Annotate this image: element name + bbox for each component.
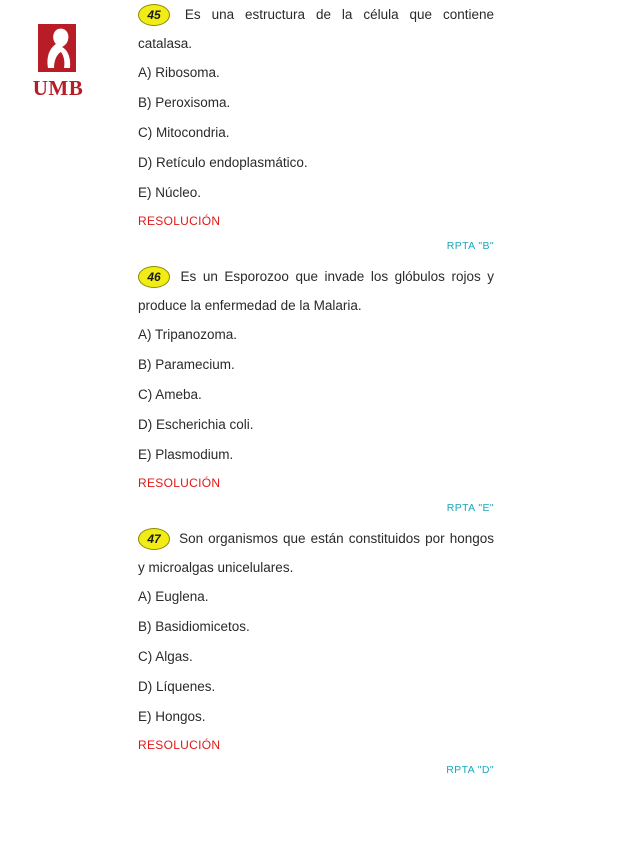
option-b: B) Peroxisoma. [138, 95, 231, 110]
option-b: B) Paramecium. [138, 357, 235, 372]
option-b: B) Basidiomicetos. [138, 619, 250, 634]
option-d: D) Líquenes. [138, 679, 216, 694]
question-statement: Son organismos que están constituidos por hongos y microalgas unicelulares. [138, 531, 494, 575]
question-text [138, 262, 494, 320]
logo-text: UMB [32, 76, 84, 100]
question-45 [138, 0, 494, 258]
option-d: D) Escherichia coli. [138, 417, 254, 432]
question-47 [138, 524, 494, 782]
question-number-badge: 47 [138, 528, 170, 550]
question-number-badge: 45 [138, 4, 170, 26]
question-list [138, 0, 494, 786]
umb-logo [22, 22, 94, 104]
option-a: A) Tripanozoma. [138, 327, 238, 342]
answer-label: RPTA "D" [446, 764, 494, 776]
option-a: A) Ribosoma. [138, 65, 220, 80]
question-46 [138, 262, 494, 520]
question-number-badge: 46 [138, 266, 170, 288]
option-c: C) Ameba. [138, 387, 202, 402]
question-statement: Es una estructura de la célula que contiene catalasa. [138, 7, 494, 51]
option-a: A) Euglena. [138, 589, 209, 604]
option-e: E) Plasmodium. [138, 447, 234, 462]
option-c: C) Mitocondria. [138, 125, 230, 140]
option-e: E) Hongos. [138, 709, 206, 724]
umb-emblem-icon [34, 22, 80, 74]
question-text [138, 0, 494, 58]
resolution-label: RESOLUCIÓN [138, 476, 221, 490]
answer-label: RPTA "B" [446, 240, 494, 252]
question-text [138, 524, 494, 582]
option-c: C) Algas. [138, 649, 193, 664]
question-statement: Es un Esporozoo que invade los glóbulos rojos y produce la enfermedad de la Malaria. [138, 269, 494, 313]
answer-label: RPTA "E" [446, 502, 494, 514]
option-e: E) Núcleo. [138, 185, 202, 200]
resolution-label: RESOLUCIÓN [138, 738, 221, 752]
option-d: D) Retículo endoplasmático. [138, 155, 308, 170]
resolution-label: RESOLUCIÓN [138, 214, 221, 228]
